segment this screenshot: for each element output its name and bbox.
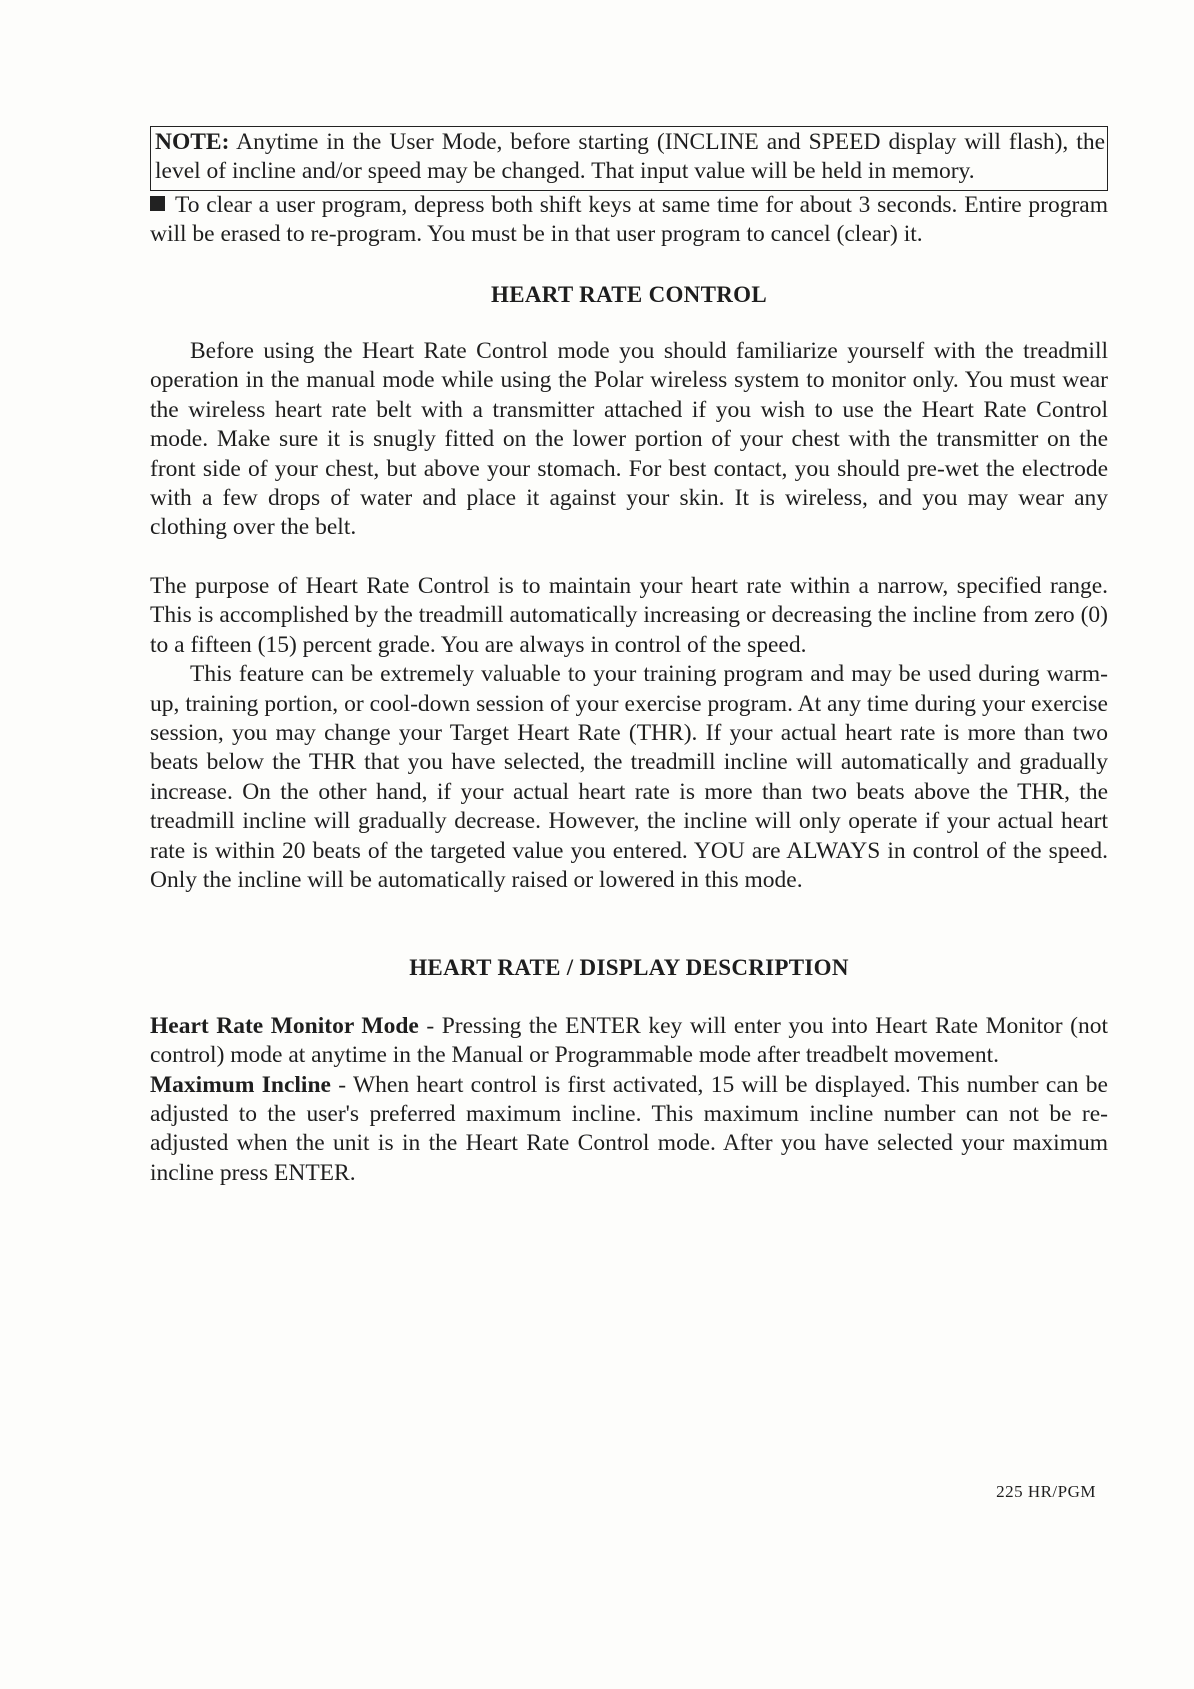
maximum-incline-text: - When heart control is first activated, 15 will be displayed. This number can be adjusted to the user's preferred maximum incline. This maximum incline number can not be re-adjusted when the unit is in the Heart Rate Control mode. After you have selected your maximum incline press ENTER. xyxy=(150,1071,1108,1186)
maximum-incline-term: Maximum Incline xyxy=(150,1071,331,1098)
clear-program-text: To clear a user program, depress both shift keys at same time for about 3 seconds. Entire program will be erased to re-program. You must be in that user program to cancel (clear) it. xyxy=(150,191,1108,248)
heart-rate-control-heading: HEART RATE CONTROL xyxy=(491,281,767,307)
note-text: Anytime in the User Mode, before starting (INCLINE and SPEED display will flash), the level of incline and/or speed may be changed. That input value will be held in memory. xyxy=(155,129,1105,185)
clear-program-instruction xyxy=(150,191,1108,250)
square-bullet-icon xyxy=(150,196,165,211)
hrc-paragraph-1: Before using the Heart Rate Control mode you should familiarize yourself with the treadmill operation in the manual mode while using the Polar wireless system to monitor only. You must wear the wireless heart rate belt with a transmitter attached if you wish to use the Heart Rate Control mode. Make sure it is snugly fitted on the lower portion of your chest with the transmitter on the front side of your chest, but above your stomach. For best contact, you should pre-wet the electrode with a few drops of water and place it against your skin. It is wireless, and you may wear any clothing over the belt. xyxy=(150,338,1108,541)
hr-monitor-mode-term: Heart Rate Monitor Mode xyxy=(150,1012,419,1039)
page-footer: 225 HR/PGM xyxy=(996,1482,1096,1501)
note-label: NOTE: xyxy=(155,129,230,155)
maximum-incline-item xyxy=(150,1071,1108,1189)
hrc-paragraph-3: This feature can be extremely valuable to your training program and may be used during warm-up, training portion, or cool-down session of your exercise program. At any time during your exercise session, you may change your Target Heart Rate (THR). If your actual heart rate is more than two beats below the THR that you have selected, the treadmill incline will automatically and gradually increase. On the other hand, if your actual heart rate is more than two beats above the THR, the treadmill incline will gradually decrease. However, the incline will only operate if your actual heart rate is within 20 beats of the targeted value you entered. YOU are ALWAYS in control of the speed. Only the incline will be automatically raised or lowered in this mode. xyxy=(150,661,1108,893)
hr-monitor-mode-item xyxy=(150,1012,1108,1071)
display-description-heading: HEART RATE / DISPLAY DESCRIPTION xyxy=(409,955,849,981)
hrc-paragraph-2: The purpose of Heart Rate Control is to maintain your heart rate within a narrow, specified range. This is accomplished by the treadmill automatically increasing or decreasing the incline from zero (0) to a fifteen (15) percent grade. You are always in control of the speed. xyxy=(150,572,1108,658)
manual-page xyxy=(150,126,1108,1188)
hr-monitor-mode-text: - Pressing the ENTER key will enter you into Heart Rate Monitor (not control) mode at anytime in the Manual or Programmable mode after treadbelt movement. xyxy=(150,1012,1108,1069)
note-box xyxy=(150,126,1108,191)
